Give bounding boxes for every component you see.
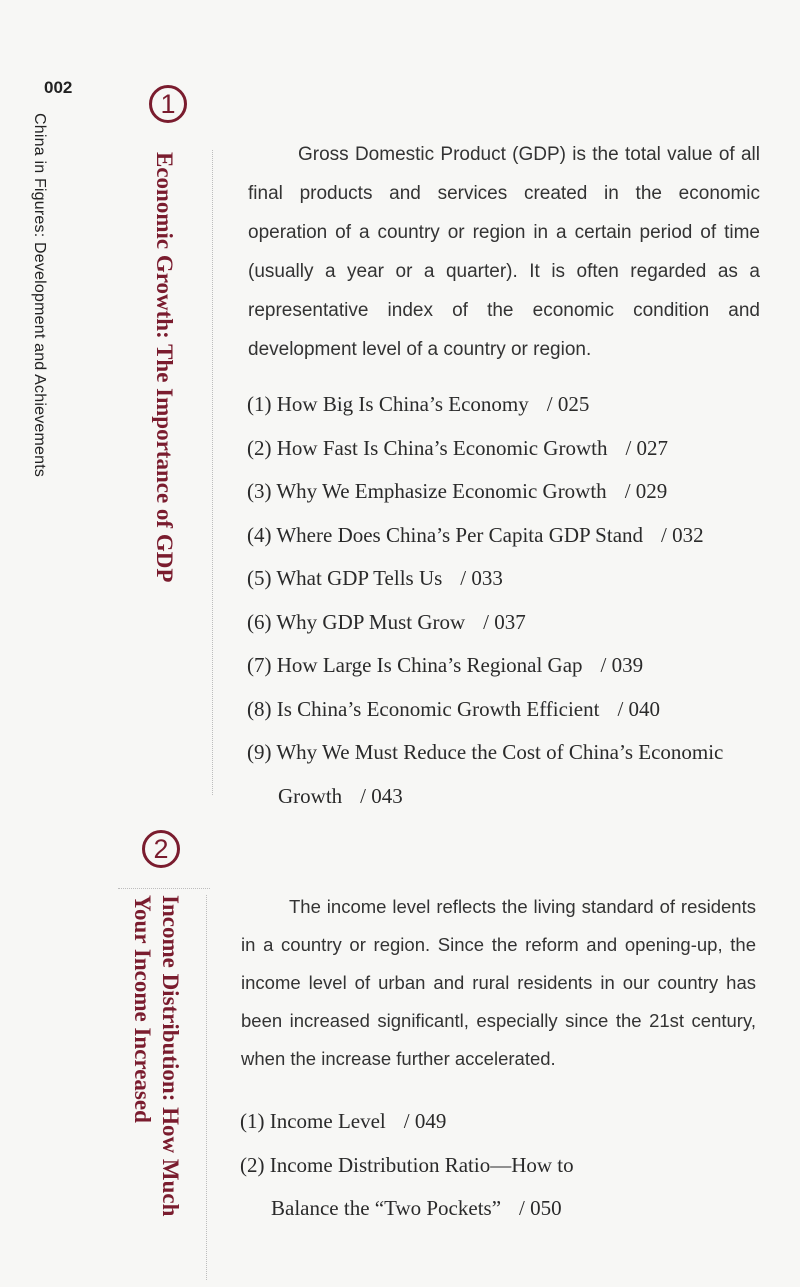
chapter-1-title: Economic Growth: The Importance of GDP <box>152 152 177 583</box>
toc-item[interactable] <box>247 644 723 688</box>
toc-item-page: / 037 <box>483 609 526 634</box>
toc-item-label: (6) Why GDP Must Grow <box>247 609 466 634</box>
toc-item-label: Balance the “Two Pockets” <box>271 1196 502 1220</box>
toc-item-page: / 043 <box>360 783 403 808</box>
toc-item-label: (5) What GDP Tells Us <box>247 566 443 590</box>
toc-item-page: / 040 <box>617 696 661 721</box>
chapter-1-number: 1 <box>160 88 176 119</box>
chapter-2-intro: The income level reflects the living standard of residents in a country or region. Since the reform and opening-up, the income level of urban and rural residents in our country has been increased significantl, especially since the 21st century, when the increase further accelerated. <box>241 896 756 1069</box>
running-title: China in Figures: Development and Achievements <box>31 113 48 478</box>
toc-item[interactable] <box>240 1144 574 1188</box>
toc-item-label: (4) Where Does China’s Per Capita GDP Stand <box>247 522 644 547</box>
toc-item[interactable] <box>247 688 723 732</box>
toc-item-page: / 039 <box>600 653 644 677</box>
toc-item-label: Growth <box>278 783 343 808</box>
chapter-2-divider <box>206 895 207 1280</box>
chapter-2-title-line-2: Your Income Increased <box>130 895 155 1123</box>
toc-item-continuation[interactable] <box>247 775 723 819</box>
toc-item-label: (1) Income Level <box>240 1109 386 1133</box>
chapter-1-intro: Gross Domestic Product (GDP) is the total value of all final products and services created in the economic operation of a country or region in a certain period of time (usually a year or a quarter). It is often regarded as a representative index of the economic condition and development level of a country or region. <box>248 144 760 360</box>
chapter-2-number-badge <box>142 830 180 868</box>
chapter-1-divider <box>212 150 213 795</box>
page-number: 002 <box>44 78 73 97</box>
chapter-2-number: 2 <box>153 833 169 864</box>
toc-item[interactable] <box>247 731 723 775</box>
chapter-2-title-rule <box>118 888 210 889</box>
toc-item-page: / 032 <box>661 522 704 547</box>
toc-item-continuation[interactable] <box>240 1187 574 1231</box>
toc-item-page: / 025 <box>546 392 590 416</box>
toc-item[interactable] <box>247 427 723 471</box>
chapter-2-title-line-1: Income Distribution: How Much <box>158 895 183 1217</box>
toc-item-label: (8) Is China’s Economic Growth Efficient <box>247 696 600 721</box>
chapter-2-toc <box>240 1100 574 1231</box>
toc-item-page: / 050 <box>519 1196 562 1220</box>
chapter-1-number-badge <box>149 85 187 123</box>
toc-item[interactable] <box>247 557 723 601</box>
toc-item-page: / 027 <box>625 435 669 460</box>
toc-item[interactable] <box>247 470 723 514</box>
toc-item-label: (1) How Big Is China’s Economy <box>247 392 529 416</box>
toc-item-page: / 049 <box>403 1109 447 1133</box>
toc-item-label: (2) Income Distribution Ratio—How to <box>240 1152 574 1177</box>
toc-item-label: (2) How Fast Is China’s Economic Growth <box>247 435 608 460</box>
toc-item-label: (9) Why We Must Reduce the Cost of China’s Economic <box>247 740 724 764</box>
chapter-2-title <box>128 895 184 1216</box>
toc-item-label: (7) How Large Is China’s Regional Gap <box>247 653 583 677</box>
toc-item-page: / 029 <box>624 479 668 503</box>
toc-item[interactable] <box>247 383 723 427</box>
toc-item[interactable] <box>247 514 723 558</box>
toc-item-label: (3) Why We Emphasize Economic Growth <box>247 479 607 503</box>
toc-item[interactable] <box>247 601 723 645</box>
chapter-1-toc <box>247 383 723 818</box>
toc-item[interactable] <box>240 1100 574 1144</box>
toc-item-page: / 033 <box>460 566 503 590</box>
